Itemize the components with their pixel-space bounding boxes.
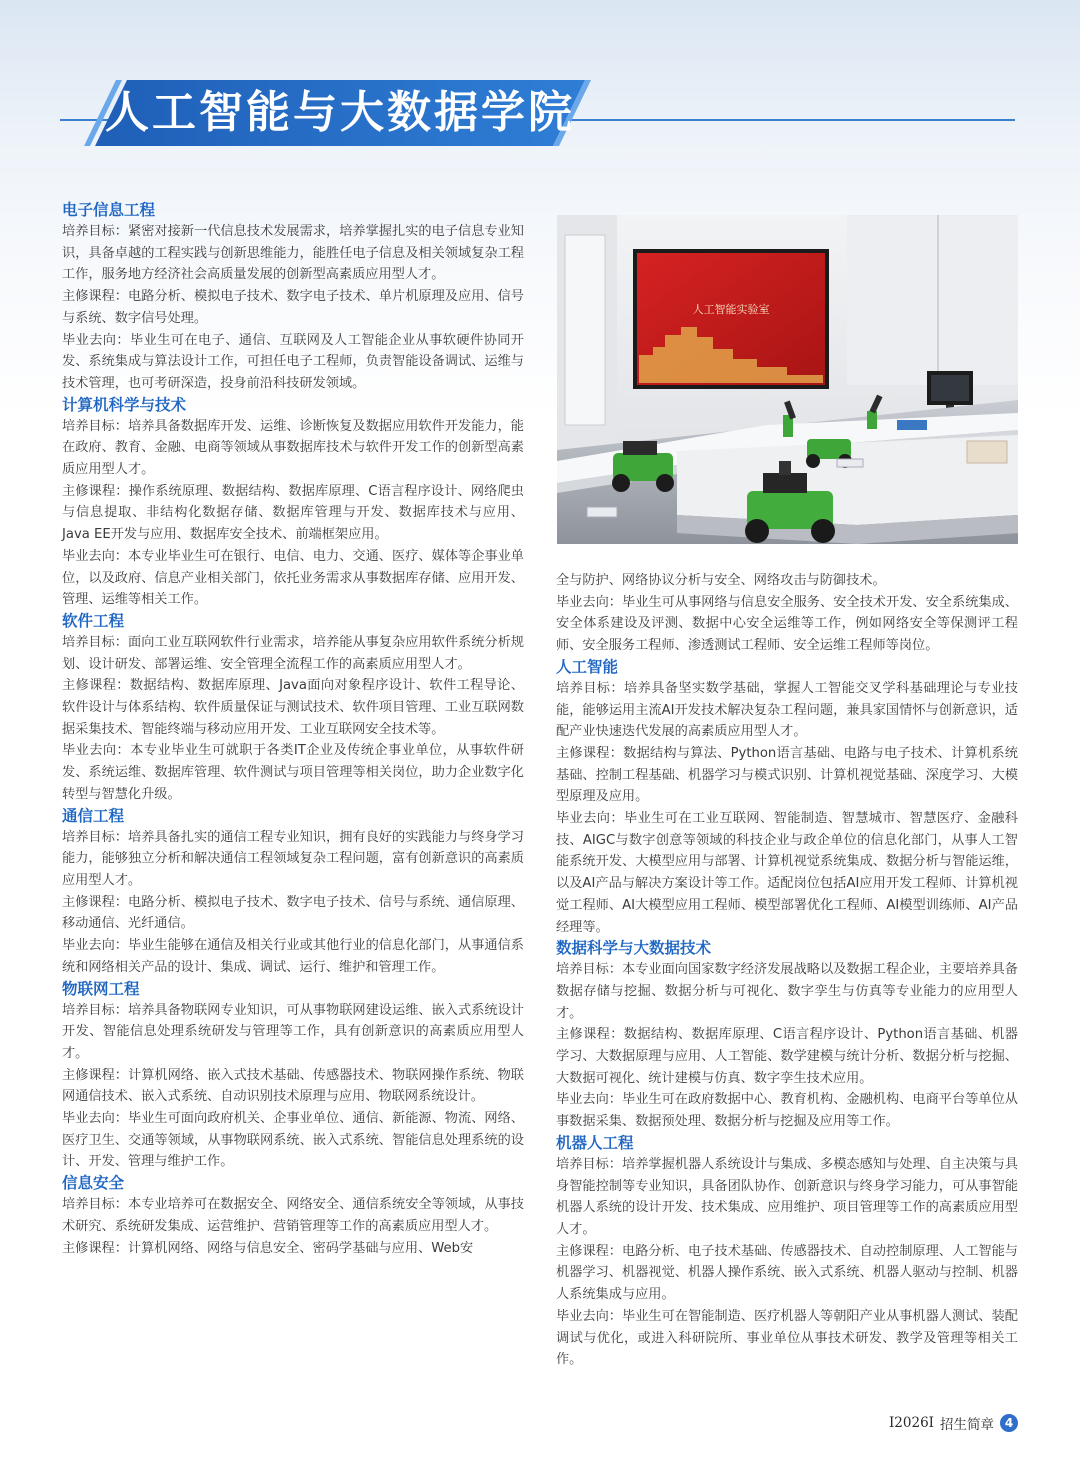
lab-photo-illustration xyxy=(557,215,1018,544)
major-paragraph: 培养目标：培养具备坚实数学基础，掌握人工智能交叉学科基础理论与专业技能，能够运用主流AI开发技术解决复杂工程问题，兼具家国情怀与创新意识，适配产业快速迭代发展的高素质应用型人才。 xyxy=(556,680,1018,740)
major-section xyxy=(62,200,524,395)
major-section xyxy=(556,938,1018,1133)
major-paragraph: 毕业去向：毕业生能够在通信及相关行业或其他行业的信息化部门，从事通信系统和网络相关产品的设计、集成、调试、运行、维护和管理工作。 xyxy=(62,938,524,975)
major-section xyxy=(556,657,1018,938)
major-paragraph: 毕业去向：本专业毕业生可在银行、电信、电力、交通、医疗、媒体等企事业单位，以及政府、信息产业相关部门，依托业务需求从事数据库存储、应用开发、管理、运维等相关工作。 xyxy=(62,548,524,608)
major-paragraph: 培养目标：本专业培养可在数据安全、网络安全、通信系统安全等领域，从事技术研究、系统研发集成、运营维护、营销管理等工作的高素质应用型人才。 xyxy=(62,1197,524,1234)
major-paragraph: 主修课程：操作系统原理、数据结构、数据库原理、C语言程序设计、网络爬虫与信息提取、非结构化数据存储、数据库管理与开发、数据库技术与应用、Java EE开发与应用、数据库安全技术、前端框架应用。 xyxy=(62,483,524,543)
major-section xyxy=(556,1133,1018,1371)
left-column xyxy=(62,200,524,1259)
page-number: 4 xyxy=(1000,1414,1018,1432)
major-title: 计算机科学与技术 xyxy=(62,395,187,414)
right-column xyxy=(556,570,1018,1371)
major-paragraph: 培养目标：紧密对接新一代信息技术发展需求，培养掌握扎实的电子信息专业知识，具备卓越的工程实践与创新思维能力，能胜任电子信息及相关领域复杂工程工作，服务地方经济社会高质量发展的创新型高素质应用型人才。 xyxy=(62,224,524,283)
major-title: 信息安全 xyxy=(62,1174,125,1193)
major-paragraph: 主修课程：电路分析、模拟电子技术、数字电子技术、单片机原理及应用、信号与系统、数字信号处理。 xyxy=(62,289,524,326)
major-paragraph: 毕业去向：毕业生可从事网络与信息安全服务、安全技术开发、安全系统集成、安全体系建设及评测、数据中心安全运维等工作，例如网络安全等保测评工程师、安全服务工程师、渗透测试工程师、安全运维工程师等岗位。 xyxy=(556,594,1018,654)
major-section xyxy=(62,395,524,611)
major-paragraph: 毕业去向：毕业生可在电子、通信、互联网及人工智能企业从事软硬件协同开发、系统集成与算法设计工作，可担任电子工程师，负责智能设备调试、运维与技术管理，也可考研深造，投身前沿科技研发领域。 xyxy=(62,332,524,391)
major-title: 数据科学与大数据技术 xyxy=(556,939,712,958)
major-title: 机器人工程 xyxy=(556,1133,634,1152)
footer-year: I2026I xyxy=(888,1415,934,1431)
major-paragraph: 主修课程：电路分析、电子技术基础、传感器技术、自动控制原理、人工智能与机器学习、机器视觉、机器人操作系统、嵌入式系统、机器人驱动与控制、机器人系统集成与应用。 xyxy=(556,1243,1018,1303)
major-section xyxy=(62,979,524,1174)
major-section xyxy=(556,570,1018,657)
lab-screen-text: 人工智能实验室 xyxy=(692,303,770,316)
major-paragraph: 培养目标：培养具备扎实的通信工程专业知识，拥有良好的实践能力与终身学习能力，能够独立分析和解决通信工程领域复杂工程问题，富有创新意识的高素质应用型人才。 xyxy=(62,829,524,888)
major-paragraph: 主修课程：数据结构、数据库原理、C语言程序设计、Python语言基础、机器学习、大数据原理与应用、人工智能、数学建模与统计分析、数据分析与挖掘、大数据可视化、统计建模与仿真、数字孪生技术应用。 xyxy=(556,1027,1018,1086)
major-paragraph: 培养目标：本专业面向国家数字经济发展战略以及数据工程企业，主要培养具备数据存储与挖掘、数据分析与可视化、数字孪生与仿真等专业能力的应用型人才。 xyxy=(556,962,1018,1021)
major-paragraph: 主修课程：数据结构、数据库原理、Java面向对象程序设计、软件工程导论、软件设计与体系结构、软件质量保证与测试技术、软件项目管理、工业互联网数据采集技术、智能终端与移动应用开发、工业互联网安全技术等。 xyxy=(62,678,524,737)
page-footer xyxy=(889,1412,1018,1434)
major-title: 物联网工程 xyxy=(62,979,140,998)
major-title: 电子信息工程 xyxy=(62,201,156,219)
major-paragraph: 培养目标：培养具备物联网专业知识，可从事物联网建设运维、嵌入式系统设计开发、智能信息处理系统研发与管理等工作，具有创新意识的高素质应用型人才。 xyxy=(62,1002,524,1061)
major-paragraph: 毕业去向：毕业生可在工业互联网、智能制造、智慧城市、智慧医疗、金融科技、AIGC与数字创意等领域的科技企业与政企单位的信息化部门，从事人工智能系统开发、大模型应用与部署、计算机视觉系统集成、数据分析与智能运维，以及AI产品与解决方案设计等工作。适配岗位包括AI应用开发工程师、计算机视觉工程师、AI大模型应用工程师、模型部署优化工程师、AI模型训练师、AI产品经理等。 xyxy=(556,811,1018,935)
major-paragraph: 培养目标：面向工业互联网软件行业需求，培养能从事复杂应用软件系统分析规划、设计研发、部署运维、安全管理全流程工作的高素质应用型人才。 xyxy=(62,634,524,672)
major-paragraph: 培养目标：培养掌握机器人系统设计与集成、多模态感知与处理、自主决策与具身智能控制等专业知识，具备团队协作、创新意识与终身学习能力，可从事智能机器人系统的设计开发、技术集成、应用维护、项目管理等工作的高素质应用型人才。 xyxy=(556,1156,1018,1237)
major-paragraph: 主修课程：计算机网络、嵌入式技术基础、传感器技术、物联网操作系统、物联网通信技术、嵌入式系统、自动识别技术原理与应用、物联网系统设计。 xyxy=(62,1067,524,1105)
major-paragraph: 毕业去向：本专业毕业生可就职于各类IT企业及传统企事业单位，从事软件研发、系统运维、数据库管理、软件测试与项目管理等相关岗位，助力企业数字化转型与智慧化升级。 xyxy=(62,743,524,802)
major-title: 软件工程 xyxy=(62,611,125,630)
major-title: 人工智能 xyxy=(556,657,619,676)
major-paragraph: 毕业去向：毕业生可在智能制造、医疗机器人等朝阳产业从事机器人测试、装配调试与优化，或进入科研院所、事业单位从事技术研发、教学及管理等相关工作。 xyxy=(556,1308,1018,1368)
major-section xyxy=(62,806,524,979)
major-paragraph: 毕业去向：毕业生可在政府数据中心、教育机构、金融机构、电商平台等单位从事数据采集、数据预处理、数据分析与挖掘及应用等工作。 xyxy=(556,1092,1018,1130)
major-paragraph: 主修课程：电路分析、模拟电子技术、数字电子技术、信号与系统、通信原理、移动通信、光纤通信。 xyxy=(62,894,524,932)
major-section xyxy=(62,1173,524,1259)
major-paragraph: 主修课程：数据结构与算法、Python语言基础、电路与电子技术、计算机系统基础、控制工程基础、机器学习与模式识别、计算机视觉基础、深度学习、大模型原理及应用。 xyxy=(556,745,1018,805)
page-title: 人工智能与大数据学院 xyxy=(105,87,575,138)
major-paragraph: 全与防护、网络协议分析与安全、网络攻击与防御技术。 xyxy=(556,573,886,588)
major-paragraph: 毕业去向：毕业生可面向政府机关、企事业单位、通信、新能源、物流、网络、医疗卫生、交通等领域，从事物联网系统、嵌入式系统、智能信息处理系统的设计、开发、管理与维护工作。 xyxy=(62,1111,524,1170)
major-paragraph: 培养目标：培养具备数据库开发、运维、诊断恢复及数据应用软件开发能力，能在政府、教育、金融、电商等领域从事数据库技术与软件开发工作的创新型高素质应用型人才。 xyxy=(62,418,524,478)
major-section xyxy=(62,611,524,806)
footer-title: 招生简章 xyxy=(940,1417,994,1433)
major-paragraph: 主修课程：计算机网络、网络与信息安全、密码学基础与应用、Web安 xyxy=(62,1240,474,1256)
major-title: 通信工程 xyxy=(62,806,125,825)
lab-photo xyxy=(557,215,1018,544)
